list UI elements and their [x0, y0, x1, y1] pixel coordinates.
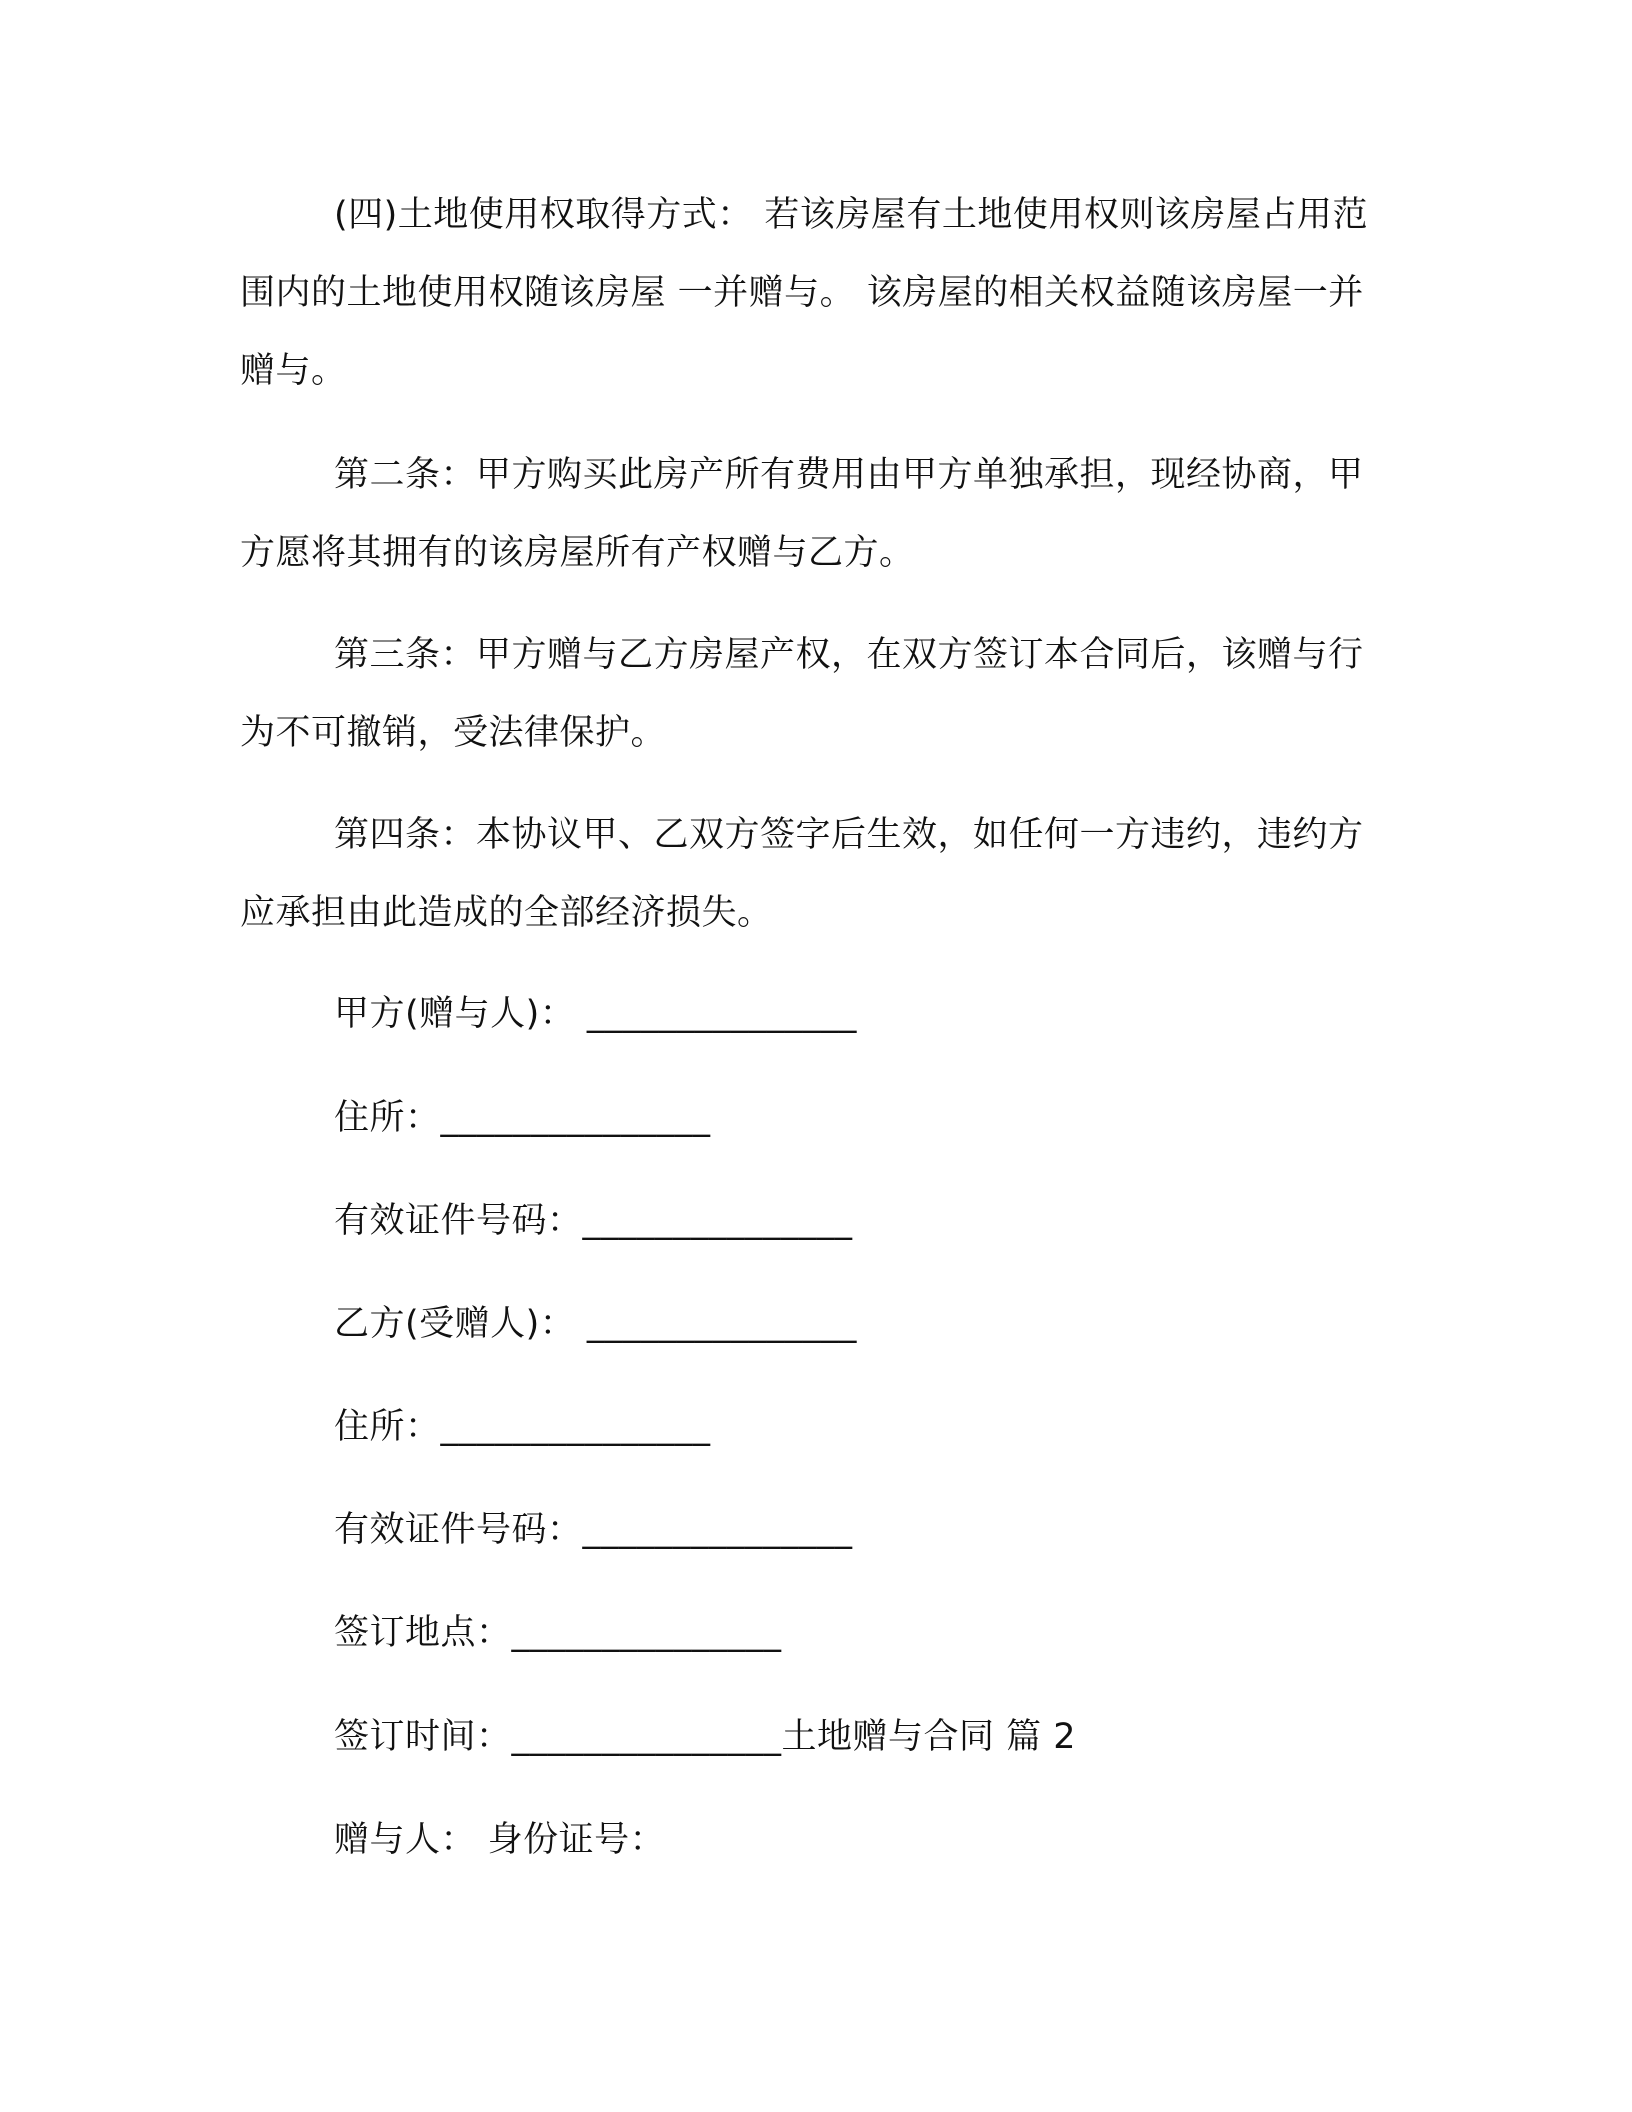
party-b-field: 乙方(受赠人)： _______________: [334, 1304, 857, 1344]
party-a-address-field: 住所：_______________: [334, 1098, 711, 1138]
sign-place-field: 签订地点：_______________: [334, 1613, 782, 1653]
party-a-field: 甲方(赠与人)： _______________: [334, 994, 857, 1034]
paragraph-article-4: 第四条：本协议甲、乙双方签字后生效，如任何一方违约，违约方应承担由此造成的全部经济损失。: [240, 815, 1364, 933]
party-b-id-field: 有效证件号码：_______________: [334, 1510, 853, 1550]
party-a-id-field: 有效证件号码：_______________: [334, 1201, 853, 1241]
sign-time-field: 签订时间：_______________土地赠与合同 篇 2: [334, 1717, 1077, 1757]
paragraph-land-use-rights: (四)土地使用权取得方式： 若该房屋有土地使用权则该房屋占用范围内的土地使用权随该房屋 一并赠与。 该房屋的相关权益随该房屋一并赠与。: [240, 195, 1368, 391]
donor-field: 赠与人： 身份证号：: [334, 1820, 666, 1860]
paragraph-article-3: 第三条：甲方赠与乙方房屋产权，在双方签订本合同后，该赠与行为不可撤销，受法律保护。: [240, 635, 1364, 753]
party-b-address-field: 住所：_______________: [334, 1407, 711, 1447]
paragraph-article-2: 第二条：甲方购买此房产所有费用由甲方单独承担，现经协商，甲方愿将其拥有的该房屋所有产权赠与乙方。: [240, 455, 1364, 573]
